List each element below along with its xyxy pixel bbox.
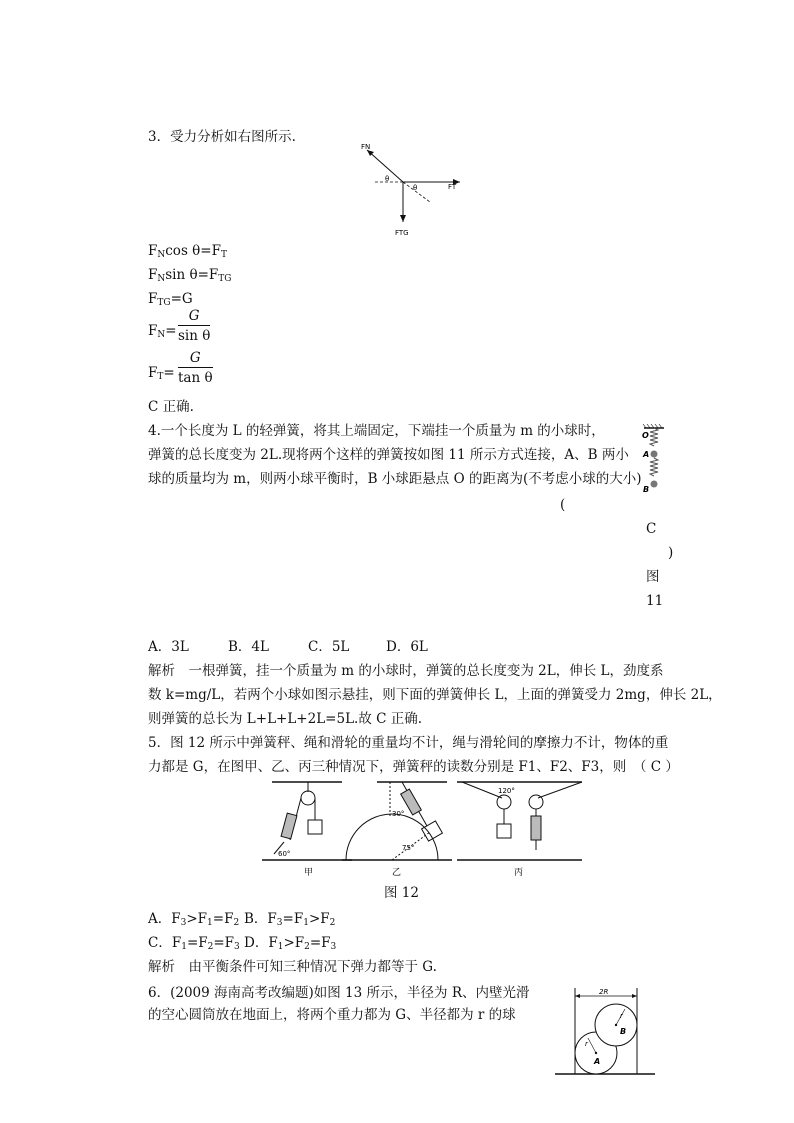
q5-fig-caption: 图 12 <box>384 885 419 901</box>
q3-eq2: $F_N\sin$ $\theta=F_{TG}$ <box>148 267 232 284</box>
q3-eq5-lhs: $F_T=$ <box>148 365 175 382</box>
q4-answer: C <box>646 521 657 537</box>
q4-fig-caption-2: 11 <box>646 593 664 609</box>
ball-b-label: B <box>620 1027 627 1036</box>
q4-option-a: A．3L <box>148 639 189 655</box>
q4-analysis-1: 解析 一根弹簧，挂一个质量为 m 的小球时，弹簧的总长度变为 2L，伸长 L，劲度系 <box>148 663 664 679</box>
angle-120-label: 120° <box>498 787 515 795</box>
q6-line2: 的空心圆筒放在地面上，将两个重力都为 G、半径都为 r 的球 <box>148 1007 516 1023</box>
q4-line2: 弹簧的总长度变为 2L.现将两个这样的弹簧按如图 11 所示方式连接，A、B 两小 <box>148 447 629 463</box>
q5-option-d: D．$F_1>F_2=F_3$ <box>244 935 337 952</box>
q3-eq5-fraction: $\frac{G}{\text{tan θ}}$ <box>178 350 213 386</box>
q5-option-c: C．$F_1=F_2=F_3$ <box>148 935 240 952</box>
q4-option-d: D．6L <box>386 639 428 655</box>
q5-analysis: 解析 由平衡条件可知三种情况下弹力都等于 G. <box>148 959 437 975</box>
theta-right-label: θ <box>413 184 418 192</box>
jia-label: 甲 <box>304 868 314 878</box>
force-diagram-q3 <box>355 140 475 240</box>
cylinder-diagram-q6 <box>555 982 655 1082</box>
spring-a-label: A <box>643 450 650 459</box>
q3-eq4-lhs: $F_N=$ <box>148 323 177 340</box>
angle-75-label: 75° <box>402 844 415 852</box>
fn-label: FN <box>361 143 371 151</box>
angle-30-label: 30° <box>392 810 405 818</box>
q5-line2: 力都是 G，在图甲、乙、丙三种情况下，弹簧秤的读数分别是 F1、F2、F3，则 （ C ） <box>148 759 679 775</box>
ball-a-label: A <box>594 1057 601 1066</box>
spring-b-label: B <box>643 485 650 494</box>
spring-o-label: O <box>642 431 649 440</box>
q4-paren-close: ) <box>668 545 674 561</box>
q4-analysis-2: 数 k=mg/L，若两个小球如图示悬挂，则下面的弹簧伸长 L，上面的弹簧受力 2mg，伸长 2L， <box>148 687 722 703</box>
q4-line3: 球的质量均为 m，则两小球平衡时，B 小球距悬点 O 的距离为(不考虑小球的大小) <box>148 471 642 487</box>
q4-line1: 4.一个长度为 L 的轻弹簧，将其上端固定，下端挂一个质量为 m 的小球时， <box>148 423 605 439</box>
pulley-diagrams-q5 <box>262 780 592 880</box>
q4-fig-caption-1: 图 <box>646 569 660 585</box>
q4-paren-open: ( <box>560 497 566 513</box>
q5-line1: 5．图 12 所示中弹簧秤、绳和滑轮的重量均不计，绳与滑轮间的摩擦力不计，物体的重 <box>148 735 669 751</box>
theta-left-label: θ <box>385 175 390 183</box>
q6-line1: 6．(2009 海南高考改编题)如图 13 所示，半径为 R、内壁光滑 <box>148 985 530 1001</box>
q3-conclusion: C 正确. <box>148 399 194 415</box>
q3-eq4-fraction: $\frac{G}{\text{sin θ}}$ <box>178 308 211 344</box>
q3-eq3: $F_{TG}=G$ <box>148 291 193 308</box>
width-2r-label: 2R <box>599 988 609 996</box>
angle-60-label: 60° <box>278 850 291 858</box>
bing-label: 丙 <box>514 868 524 878</box>
q3-intro: 3．受力分析如右图所示. <box>148 129 296 145</box>
ftg-label: FTG <box>395 229 409 237</box>
yi-label: 乙 <box>392 868 402 878</box>
q5-option-a: A．$F_3>F_1=F_2$ <box>148 911 240 928</box>
q3-eq1: $F_N\cos$ $\theta=F_T$ <box>148 243 227 260</box>
radius-a-label: r <box>585 1040 588 1048</box>
q5-option-b: B．$F_3=F_1>F_2$ <box>244 911 336 928</box>
q4-option-b: B．4L <box>228 639 269 655</box>
q4-option-c: C．5L <box>308 639 350 655</box>
q4-analysis-3: 则弹簧的总长为 L+L+L+2L=5L.故 C 正确. <box>148 711 423 727</box>
radius-b-label: r <box>620 1012 623 1020</box>
ft-label: FT <box>448 183 457 191</box>
spring-diagram-q4 <box>640 422 670 494</box>
